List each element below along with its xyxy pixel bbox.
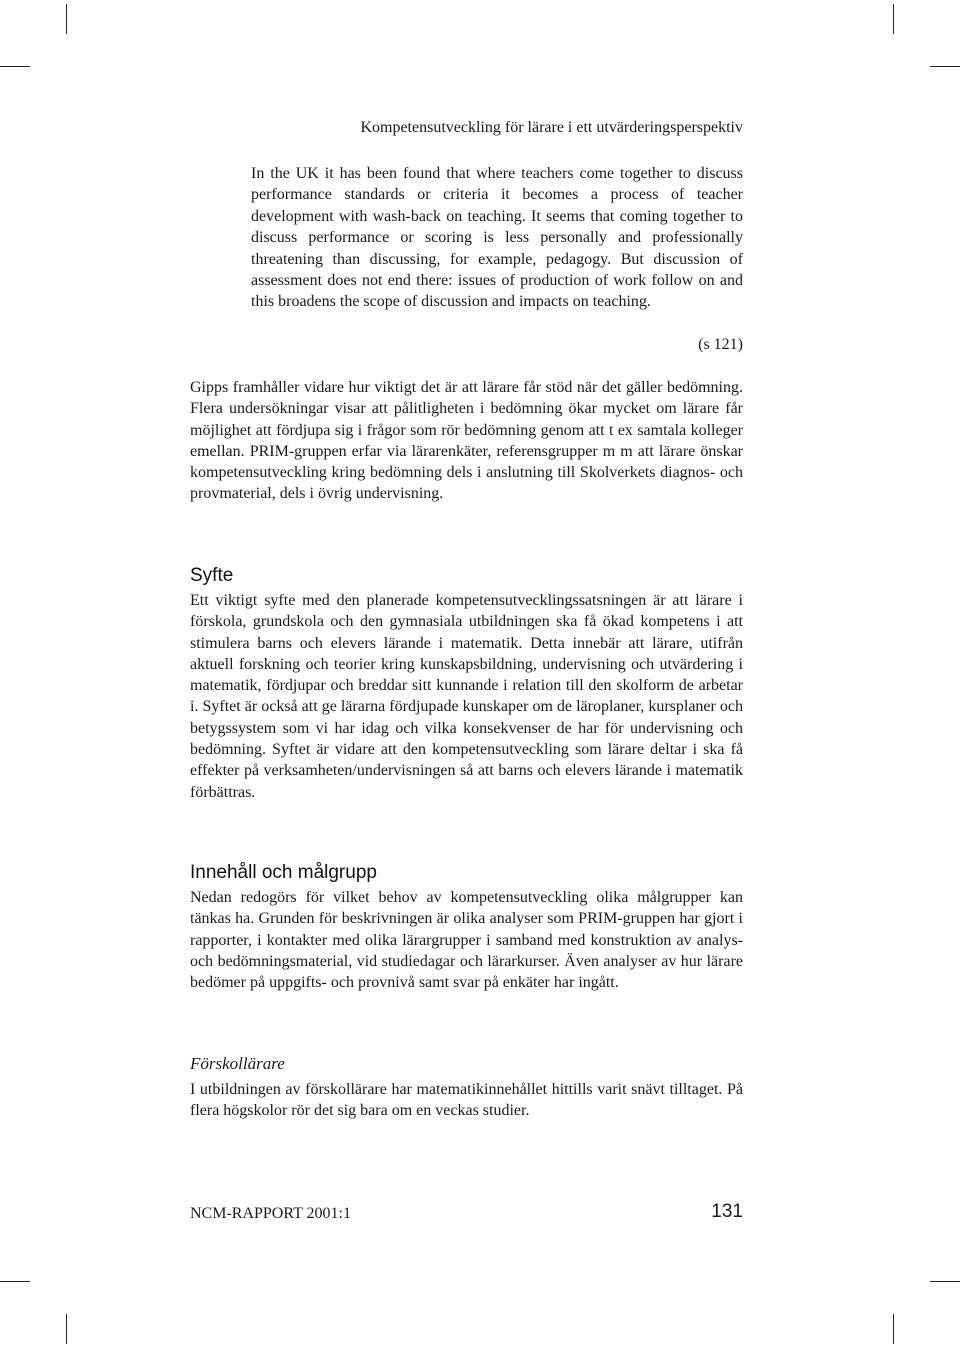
- running-header: Kompetensutveckling för lärare i ett utvärderingsperspektiv: [360, 119, 743, 136]
- footer-publication: NCM-RAPPORT 2001:1: [190, 1205, 351, 1222]
- crop-mark-right-top: [930, 66, 960, 67]
- section-heading-innehall: Innehåll och målgrupp: [190, 862, 377, 883]
- crop-mark-left-top: [0, 66, 30, 67]
- page-number: 131: [711, 1201, 743, 1222]
- crop-mark-right-bottom: [930, 1281, 960, 1282]
- section-body-syfte: Ett viktigt syfte med den planerade kompetensutvecklingssatsningen är att lärare i förskola, grundskola och den gymnasiala utbildningen ska få ökad kompetens i att stimulera barns och elevers lärande i matematik. Detta innebär att lärare, utifrån aktuell forskning och teorier kring kunskapsbildning, undervisning och utvärdering i matematik, fördjupar och breddar sitt kunnande i relation till den skolform de arbetar i. Syftet är också att ge lärarna fördjupade kunskaper om de läroplaner, kursplaner och betygssystem som vi har idag och vilka konsekvenser de har för undervisning och bedömning. Syftet är vidare att den kompetensutveckling som lärare deltar i ska få effekter på verksamheten/undervisningen så att barns och elevers lärande i matematik förbättras.: [190, 592, 743, 801]
- subsection-body-forskollarare: I utbildningen av förskollärare har matematikinnehållet hittills varit snävt tilltaget. På flera högskolor rör det sig bara om en veckas studier.: [190, 1081, 743, 1120]
- block-quote: In the UK it has been found that where teachers come together to discuss performance standards or criteria it becomes a process of teacher development with wash-back on teaching. It seems that coming together to discuss performance or scoring is less personally and professionally threatening than discussing, for example, pedagogy. But discussion of assessment does not end there: issues of production of work follow on and this broadens the scope of discussion and impacts on teaching.: [251, 165, 743, 311]
- section-body-innehall: Nedan redogörs för vilket behov av kompetensutveckling olika målgrupper kan tänkas ha. Grunden för beskrivningen är olika analyser som PRIM-gruppen har gjort i rapporter, i kontakter med olika lärargrupper i samband med konstruktion av analys- och bedömningsmaterial, vid studiedagar och lärarkurser. Även analyser av hur lärare bedömer på uppgifts- och provnivå samt svar på enkäter har ingått.: [190, 889, 743, 992]
- section-heading-syfte: Syfte: [190, 565, 234, 586]
- subsection-heading-forskollarare: Förskollärare: [190, 1054, 285, 1073]
- quote-reference: (s 121): [698, 336, 743, 353]
- crop-mark-top-left: [66, 4, 67, 34]
- intro-paragraph: Gipps framhåller vidare hur viktigt det är att lärare får stöd när det gäller bedömning. Flera undersökningar visar att pålitligheten i bedömning ökar mycket om lärare får möjlighet att fördjupa sig i frågor som rör bedömning genom att t ex samtala kolleger emellan. PRIM-gruppen erfar via lärarenkäter, referensgrupper m m att lärare önskar kompetensutveckling kring bedömning dels i anslutning till Skolverkets diagnos- och provmaterial, dels i övrig undervisning.: [190, 379, 743, 503]
- crop-mark-top-right: [893, 4, 894, 34]
- crop-mark-left-bottom: [0, 1281, 30, 1282]
- crop-mark-bottom-left: [66, 1314, 67, 1344]
- crop-mark-bottom-right: [893, 1314, 894, 1344]
